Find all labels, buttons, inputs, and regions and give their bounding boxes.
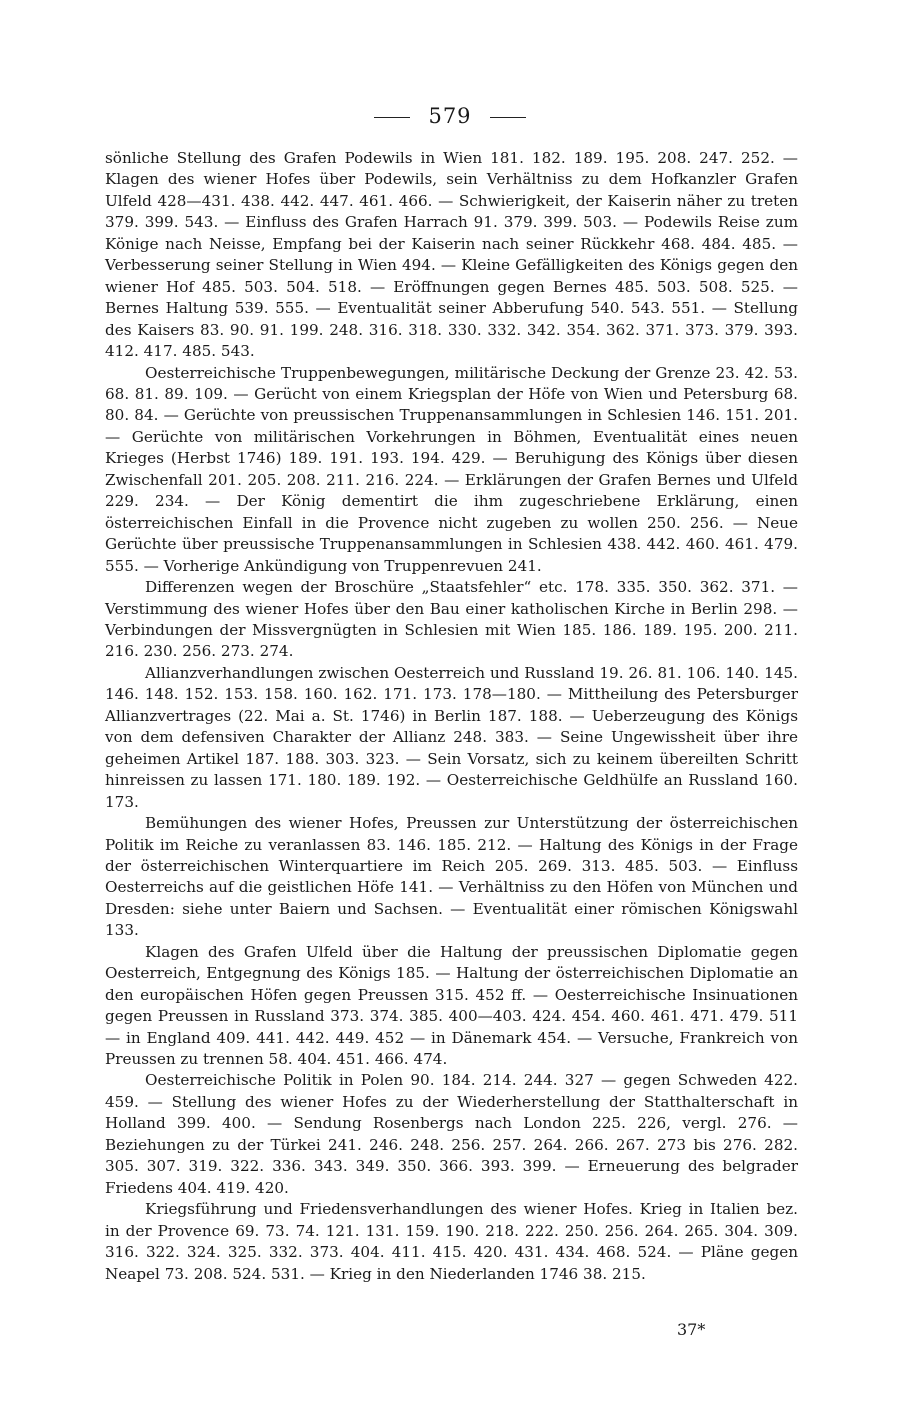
index-paragraph: Kriegsführung und Friedensverhandlungen des wiener Hofes. Krieg in Italien bez. in der Provence 69. 73. 74. 121. 131. 159. 190. 218. 222. 250. 256. 264. 265. 304. 309. 316. 322. 324. 325. 332. 373. 404. 411. 415. 420. 431. 434. 468. 524. — Pläne gegen Neapel 73. 208. 524. 531. — Krieg in den Niederlanden 1746 38. 215. xyxy=(105,1200,798,1283)
index-paragraph: Klagen des Grafen Ulfeld über die Haltung der preussischen Diplomatie gegen Oesterreich, Entgegnung des Königs 185. — Haltung der österreichischen Diplomatie an den europäischen Höfen gegen Preussen 315. 452 ff. — Oesterreichische Insinuationen gegen Preussen in Russland 373. 374. 385. 400—403. 424. 454. 460. 461. 471. 479. 511 — in England 409. 441. 442. 449. 452 — in Dänemark 454. — Versuche, Frankreich von Preussen zu trennen 58. 404. 451. 466. 474. xyxy=(105,942,798,1069)
header-rule-right xyxy=(490,117,526,118)
page-number: 579 xyxy=(428,104,472,128)
index-paragraph: Oesterreichische Truppenbewegungen, militärische Deckung der Grenze 23. 42. 53. 68. 81. 89. 109. — Gerücht von einem Kriegsplan der Höfe von Wien und Petersburg 68. 80. 84. — Gerüchte von preussischen Truppenansammlungen in Schlesien 146. 151. 201. — Gerüchte von militärischen Vorkehrungen in Böhmen, Eventualität eines neuen Krieges (Herbst 1746) 189. 191. 193. 194. 429. — Beruhigung des Königs über diesen Zwischenfall 201. 205. 208. 211. 216. 224. — Erklärungen der Grafen Bernes und Ulfeld 229. 234. — Der König dementirt die ihm zugeschriebene Erklärung, einen österreichischen Einfall in die Provence nicht zugeben zu wollen 250. 256. — Neue Gerüchte über preussische Truppenansammlungen in Schlesien 438. 442. 460. 461. 479. 555. — Vorherige Ankündigung von Truppenrevuen 241. xyxy=(105,363,798,575)
index-paragraph: Bemühungen des wiener Hofes, Preussen zur Unterstützung der österreichischen Politik im Reiche zu veranlassen 83. 146. 185. 212. — Haltung des Königs in der Frage der österreichischen Winterquartiere im Reich 205. 269. 313. 485. 503. — Einfluss Oesterreichs auf die geistlichen Höfe 141. — Verhältniss zu den Höfen von München und Dresden: siehe unter Baiern und Sachsen. — Eventualität einer römischen Königswahl 133. xyxy=(105,814,798,940)
page-header xyxy=(0,104,900,128)
header-rule-left xyxy=(374,117,410,118)
index-text-body xyxy=(105,148,798,1285)
index-paragraph: Allianzverhandlungen zwischen Oesterreich und Russland 19. 26. 81. 106. 140. 145. 146. 148. 152. 153. 158. 160. 162. 171. 173. 178—180. — Mittheilung des Petersburger Allianzvertrages (22. Mai a. St. 1746) in Berlin 187. 188. — Ueberzeugung des Königs von dem defensiven Charakter der Allianz 248. 383. — Seine Ungewissheit über ihre geheimen Artikel 187. 188. 303. 323. — Sein Vorsatz, sich zu keinem übereilten Schritt hinreissen zu lassen 171. 180. 189. 192. — Oesterreichische Geldhülfe an Russland 160. 173. xyxy=(105,663,798,811)
signature-mark: 37* xyxy=(677,1320,706,1339)
index-paragraph: sönliche Stellung des Grafen Podewils in Wien 181. 182. 189. 195. 208. 247. 252. — Klagen des wiener Hofes über Podewils, sein Verhältniss zu dem Hofkanzler Grafen Ulfeld 428—431. 438. 442. 447. 461. 466. — Schwierigkeit, der Kaiserin näher zu treten 379. 399. 543. — Einfluss des Grafen Harrach 91. 379. 399. 503. — Podewils Reise zum Könige nach Neisse, Empfang bei der Kaiserin nach seiner Rückkehr 468. 484. 485. — Verbesserung seiner Stellung in Wien 494. — Kleine Gefälligkeiten des Königs gegen den wiener Hof 485. 503. 504. 518. — Eröffnungen gegen Bernes 485. 503. 508. 525. — Bernes Haltung 539. 555. — Eventualität seiner Abberufung 540. 543. 551. — Stellung des Kaisers 83. 90. 91. 199. 248. 316. 318. 330. 332. 342. 354. 362. 371. 373. 379. 393. 412. 417. 485. 543. xyxy=(105,149,798,361)
index-paragraph: Oesterreichische Politik in Polen 90. 184. 214. 244. 327 — gegen Schweden 422. 459. — Stellung des wiener Hofes zu der Wiederherstellung der Statthalterschaft in Holland 399. 400. — Sendung Rosenbergs nach London 225. 226, vergl. 276. — Beziehungen zu der Türkei 241. 246. 248. 256. 257. 264. 266. 267. 273 bis 276. 282. 305. 307. 319. 322. 336. 343. 349. 350. 366. 393. 399. — Erneuerung des belgrader Friedens 404. 419. 420. xyxy=(105,1071,798,1197)
index-paragraph: Differenzen wegen der Broschüre „Staatsfehler“ etc. 178. 335. 350. 362. 371. — Verstimmung des wiener Hofes über den Bau einer katholischen Kirche in Berlin 298. — Verbindungen der Missvergnügten in Schlesien mit Wien 185. 186. 189. 195. 200. 211. 216. 230. 256. 273. 274. xyxy=(105,578,798,661)
